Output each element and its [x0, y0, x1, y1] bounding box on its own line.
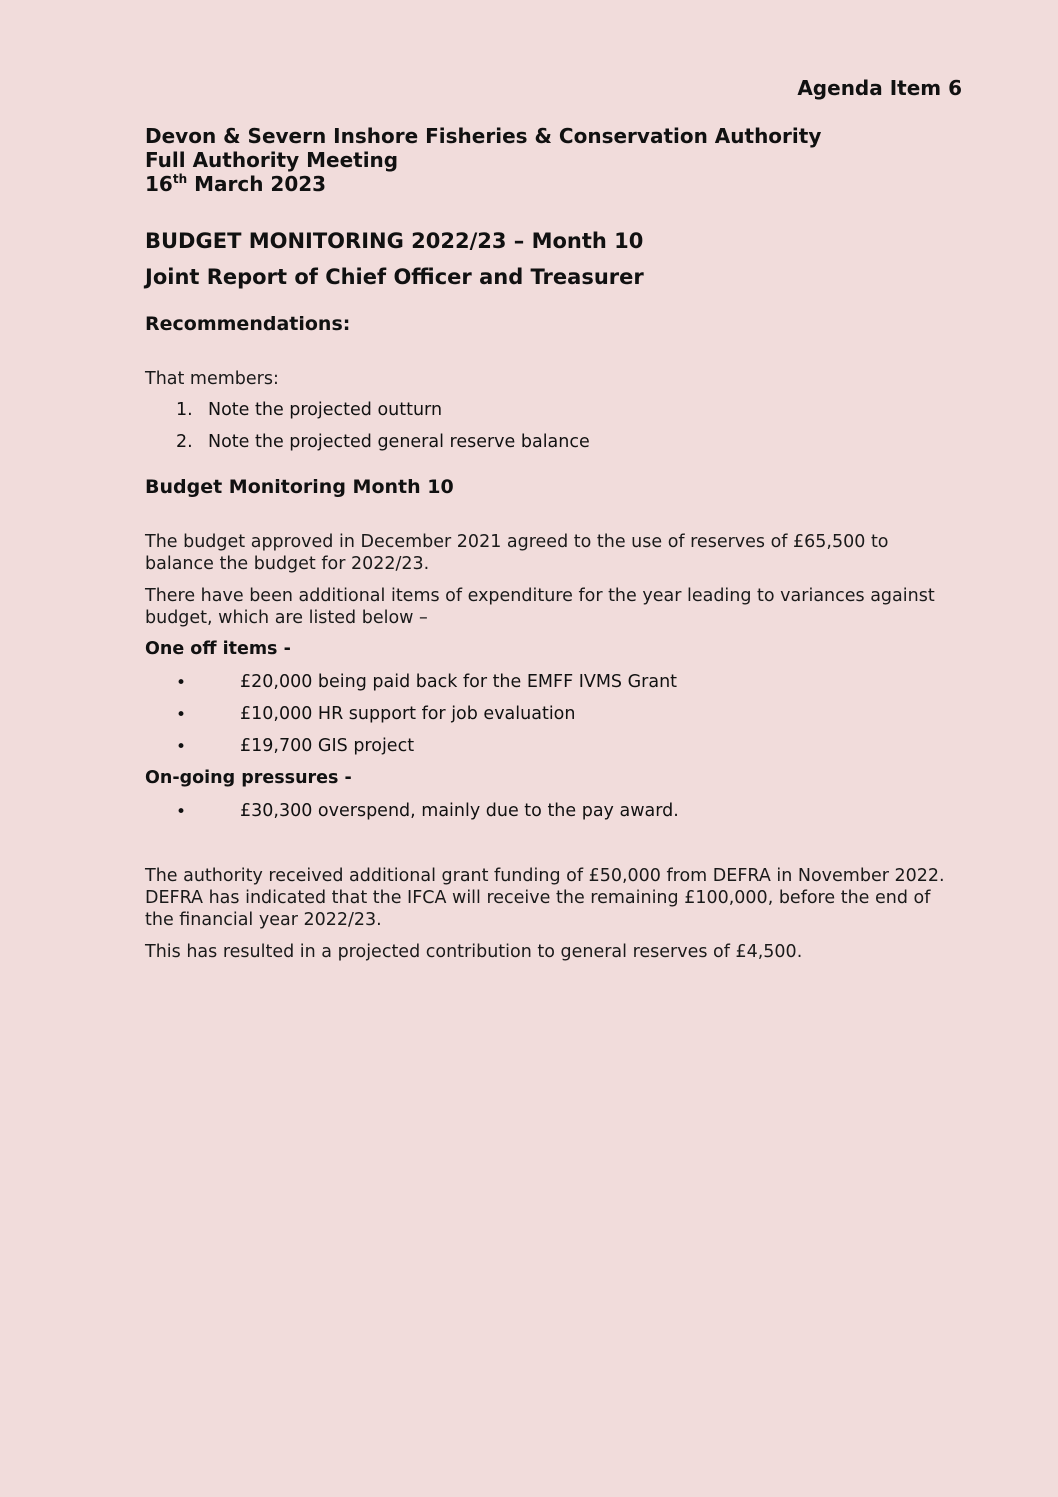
bullet-icon: • — [176, 802, 187, 822]
bullet-icon: • — [176, 673, 187, 693]
bullet-icon: • — [176, 737, 187, 757]
report-title: BUDGET MONITORING 2022/23 – Month 10 — [145, 229, 644, 253]
recommendation-text: Note the projected outturn — [208, 400, 443, 420]
recommendation-item — [176, 400, 442, 420]
paragraph-line: the financial year 2022/23. — [145, 910, 382, 930]
paragraph-line: This has resulted in a projected contribution to general reserves of £4,500. — [145, 942, 803, 962]
paragraph-line: There have been additional items of expenditure for the year leading to variances against — [145, 586, 935, 606]
recommendations-intro: That members: — [145, 369, 279, 389]
recommendation-number: 1. — [176, 400, 193, 420]
list-item-text: £20,000 being paid back for the EMFF IVMS Grant — [240, 672, 678, 692]
recommendation-item — [176, 432, 590, 452]
organisation-name: Devon & Severn Inshore Fisheries & Conservation Authority — [145, 124, 822, 148]
one-off-items-heading: One off items - — [145, 639, 291, 659]
recommendation-number: 2. — [176, 432, 193, 452]
date-day: 16 — [145, 172, 173, 196]
budget-monitoring-heading: Budget Monitoring Month 10 — [145, 476, 454, 498]
list-item-text: £30,300 overspend, mainly due to the pay award. — [240, 801, 679, 821]
date-suffix: th — [172, 172, 188, 186]
paragraph-line: balance the budget for 2022/23. — [145, 554, 430, 574]
bullet-icon: • — [176, 705, 187, 725]
meeting-name: Full Authority Meeting — [145, 148, 399, 172]
meeting-date — [145, 172, 326, 196]
ongoing-pressures-heading: On-going pressures - — [145, 768, 352, 788]
report-subtitle: Joint Report of Chief Officer and Treasurer — [145, 265, 644, 289]
recommendations-heading: Recommendations: — [145, 313, 351, 335]
paragraph-line: The budget approved in December 2021 agreed to the use of reserves of £65,500 to — [145, 532, 889, 552]
recommendation-text: Note the projected general reserve balance — [208, 432, 590, 452]
paragraph-line: The authority received additional grant funding of £50,000 from DEFRA in November 2022. — [145, 866, 945, 886]
date-rest: March 2023 — [187, 172, 327, 196]
paragraph-line: budget, which are listed below – — [145, 608, 428, 628]
agenda-item-label: Agenda Item 6 — [797, 76, 962, 100]
list-item-text: £19,700 GIS project — [240, 736, 415, 756]
paragraph-line: DEFRA has indicated that the IFCA will receive the remaining £100,000, before the end of — [145, 888, 931, 908]
list-item-text: £10,000 HR support for job evaluation — [240, 704, 576, 724]
